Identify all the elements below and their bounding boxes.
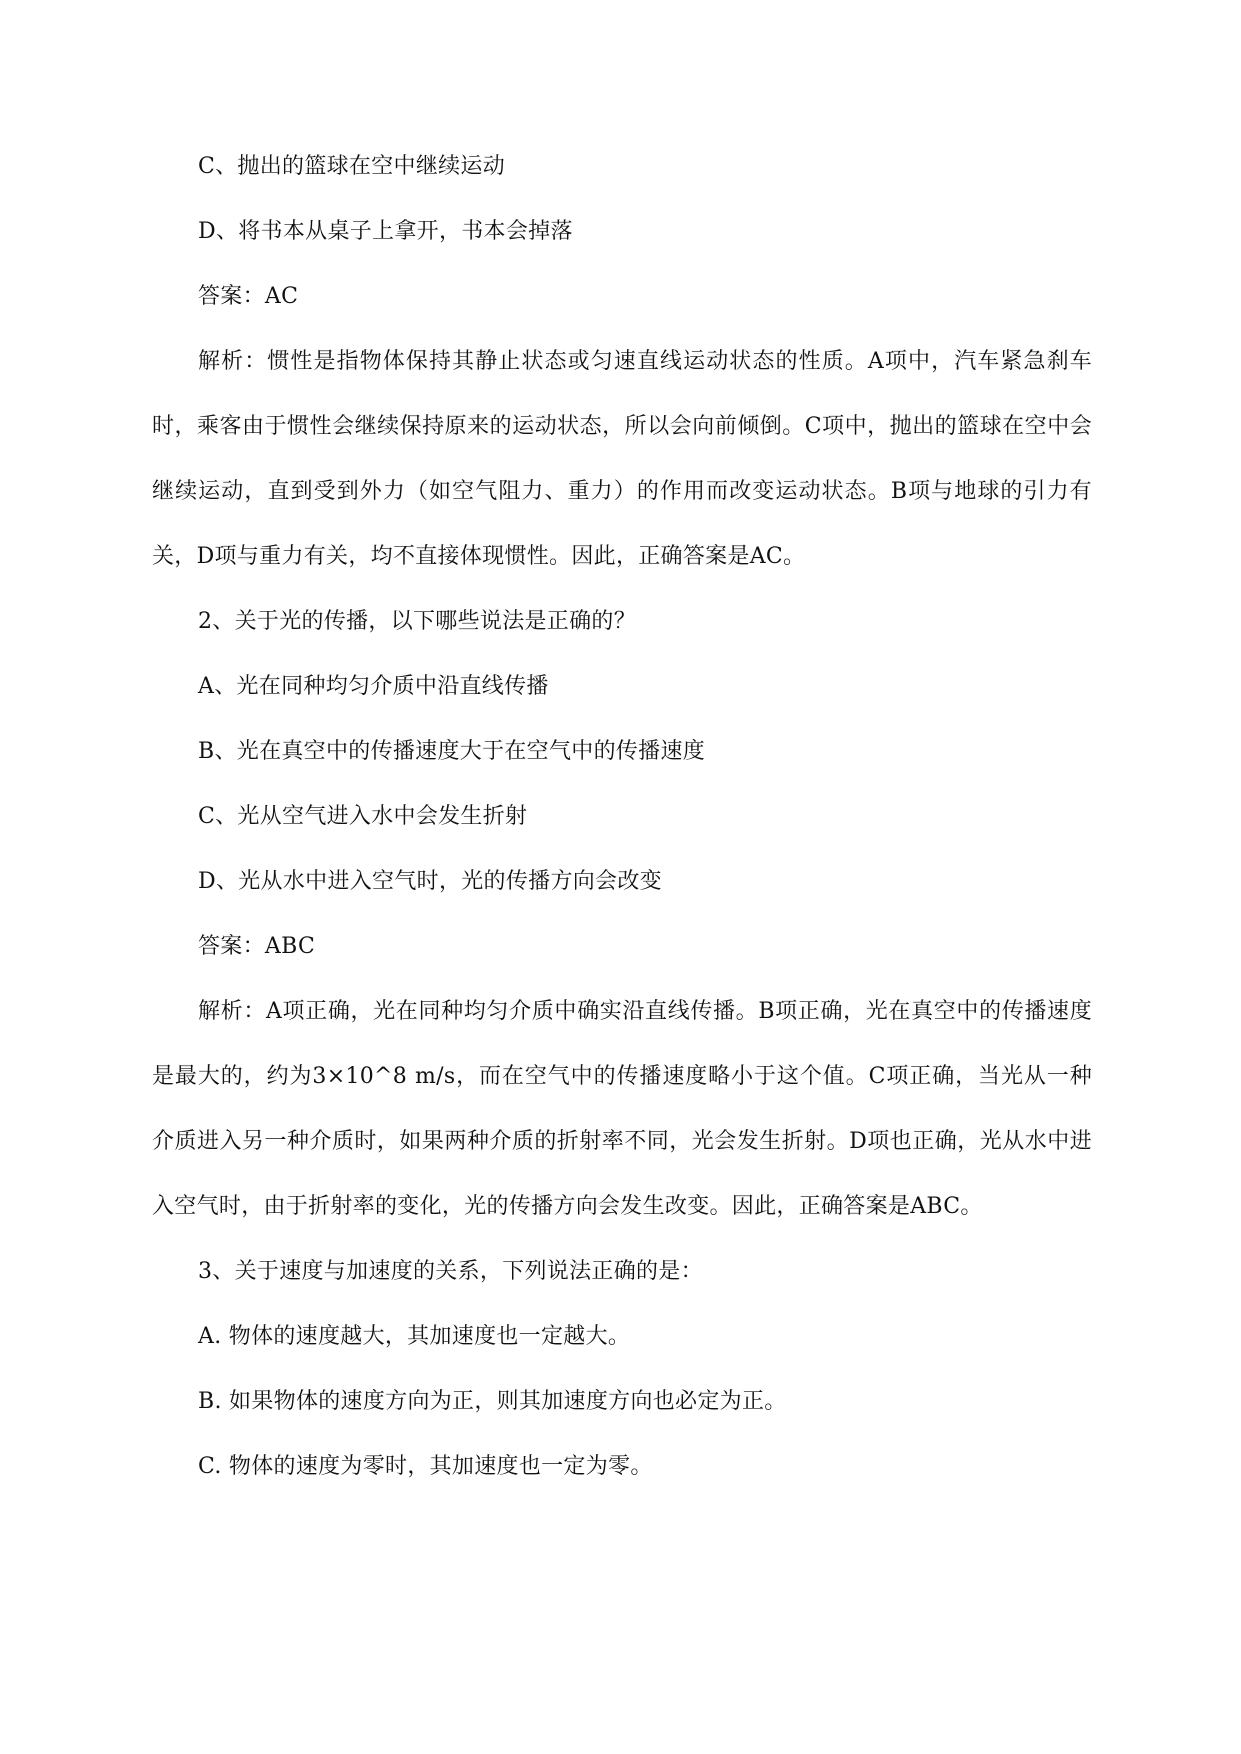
q3-question: 3、关于速度与加速度的关系，下列说法正确的是： <box>198 1259 703 1284</box>
q1-option-c: C、抛出的篮球在空中继续运动 <box>198 154 506 179</box>
q3-option-a: A. 物体的速度越大，其加速度也一定越大。 <box>198 1324 631 1349</box>
q1-answer: 答案：AC <box>198 284 299 309</box>
q3-option-b: B. 如果物体的速度方向为正，则其加速度方向也必定为正。 <box>198 1389 787 1414</box>
q1-option-d: D、将书本从桌子上拿开，书本会掉落 <box>198 219 573 244</box>
q2-option-d: D、光从水中进入空气时，光的传播方向会改变 <box>198 869 662 894</box>
q2-option-b: B、光在真空中的传播速度大于在空气中的传播速度 <box>198 739 706 764</box>
q2-option-c: C、光从空气进入水中会发生折射 <box>198 804 528 829</box>
q2-option-a: A、光在同种均匀介质中沿直线传播 <box>198 674 549 699</box>
q1-analysis: 解析：惯性是指物体保持其静止状态或匀速直线运动状态的性质。A项中，汽车紧急刹车时，乘客由于惯性会继续保持原来的运动状态，所以会向前倾倒。C项中，抛出的篮球在空中会继续运动，直到受到外力（如空气阻力、重力）的作用而改变运动状态。B项与地球的引力有关，D项与重力有关，均不直接体现惯性。因此，正确答案是AC。 <box>152 349 1092 569</box>
q3-option-c: C. 物体的速度为零时，其加速度也一定为零。 <box>198 1454 653 1479</box>
q2-analysis: 解析：A项正确，光在同种均匀介质中确实沿直线传播。B项正确，光在真空中的传播速度是最大的，约为3×10^8 m/s，而在空气中的传播速度略小于这个值。C项正确，当光从一种介质进入另一种介质时，如果两种介质的折射率不同，光会发生折射。D项也正确，光从水中进入空气时，由于折射率的变化，光的传播方向会发生改变。因此，正确答案是ABC。 <box>152 999 1092 1219</box>
q2-question: 2、关于光的传播，以下哪些说法是正确的？ <box>198 609 636 634</box>
document-body <box>152 134 1092 1499</box>
q2-answer: 答案：ABC <box>198 934 316 959</box>
